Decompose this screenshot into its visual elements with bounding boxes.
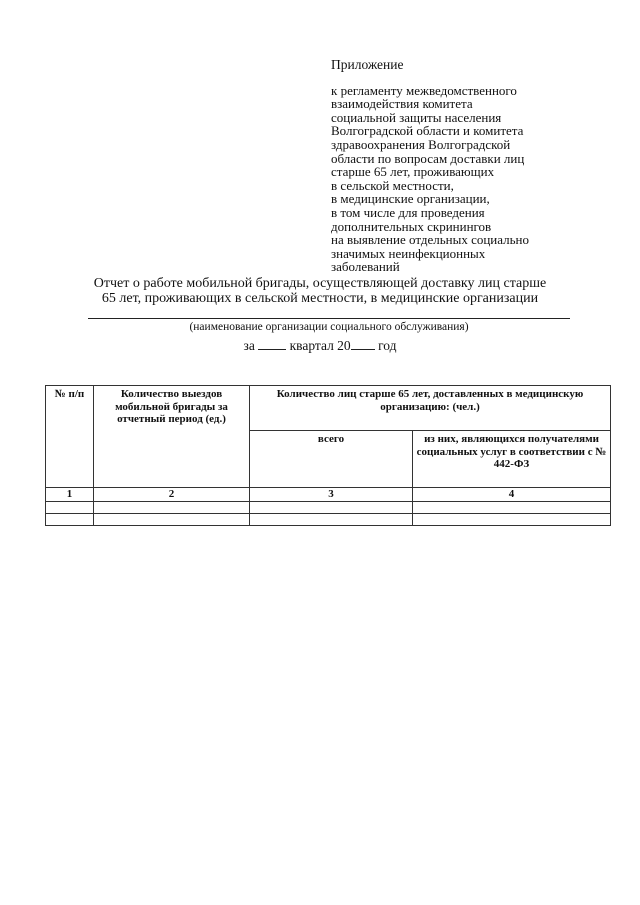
reporting-period [140, 338, 500, 354]
table-cell[interactable] [250, 514, 413, 526]
period-prefix: за [243, 338, 255, 353]
report-title-line-2: 65 лет, проживающих в сельской местности, в медицинские организации [101, 291, 539, 306]
appendix-line: старше 65 лет, проживающих [331, 164, 495, 180]
column-number: 4 [413, 488, 611, 502]
period-suffix: год [378, 338, 397, 353]
table-cell[interactable] [413, 502, 611, 514]
organization-name-line [88, 318, 570, 319]
appendix-line: в сельской местности, [331, 177, 454, 193]
appendix-line: взаимодействия комитета [331, 96, 473, 112]
appendix-line: в медицинские организации, [331, 191, 490, 207]
table-cell[interactable] [46, 502, 94, 514]
appendix-line: на выявление отдельных социально [331, 232, 530, 248]
report-table [45, 385, 611, 526]
report-title-line-1: Отчет о работе мобильной бригады, осуществляющей доставку лиц старше [93, 276, 547, 291]
column-number: 2 [94, 488, 250, 502]
table-cell[interactable] [94, 502, 250, 514]
appendix-block [331, 58, 601, 274]
table-row [46, 514, 611, 526]
column-number: 1 [46, 488, 94, 502]
table-cell[interactable] [413, 514, 611, 526]
table-cell[interactable] [46, 514, 94, 526]
appendix-line: значимых неинфекционных [331, 245, 486, 261]
column-number: 3 [250, 488, 413, 502]
table-cell[interactable] [250, 502, 413, 514]
appendix-line: Волгоградской области и комитета [331, 123, 524, 139]
header-total: всего [250, 431, 413, 488]
quarter-blank [258, 338, 286, 350]
appendix-line: социальной защиты населения [331, 109, 502, 125]
appendix-line: дополнительных скринингов [331, 218, 492, 234]
period-middle: квартал 20 [289, 338, 351, 353]
appendix-line: к регламенту межведомственного [331, 82, 517, 98]
report-title [60, 276, 580, 306]
appendix-line: здравоохранения Волгоградской [331, 136, 511, 152]
appendix-heading: Приложение [331, 57, 404, 72]
appendix-line: заболеваний [331, 259, 400, 275]
header-number: № п/п [46, 386, 94, 488]
table-cell[interactable] [94, 514, 250, 526]
header-service-recipients: из них, являющихся получателями социальных услуг в соответствии с № 442-ФЗ [413, 431, 611, 488]
header-delivered-persons: Количество лиц старше 65 лет, доставленных в медицинскую организацию: (чел.) [250, 386, 611, 431]
table-row [46, 502, 611, 514]
year-blank [351, 338, 375, 350]
column-number-row [46, 488, 611, 502]
organization-name-caption: (наименование организации социального обслуживания) [189, 321, 469, 333]
appendix-line: области по вопросам доставки лиц [331, 150, 525, 166]
appendix-line: в том числе для проведения [331, 204, 485, 220]
header-trip-count: Количество выездов мобильной бригады за отчетный период (ед.) [94, 386, 250, 488]
table-header-row [46, 386, 611, 431]
